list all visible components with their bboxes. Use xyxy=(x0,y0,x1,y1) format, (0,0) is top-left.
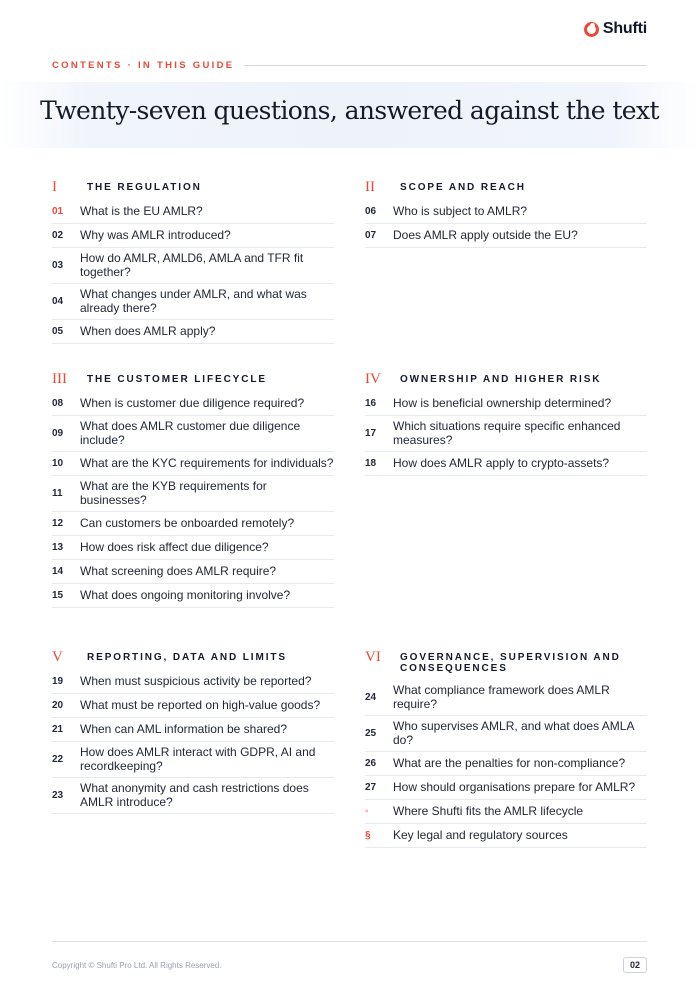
kicker-label: CONTENTS · IN THIS GUIDE xyxy=(52,60,235,71)
item-number: 20 xyxy=(52,699,64,711)
brand-name: Shufti xyxy=(602,20,647,37)
toc-item[interactable] xyxy=(52,778,334,814)
item-number: 12 xyxy=(52,517,64,529)
toc-item[interactable] xyxy=(52,536,334,560)
toc-item[interactable] xyxy=(52,392,334,416)
item-label: When is customer due diligence required? xyxy=(80,396,305,410)
section-header xyxy=(52,180,334,194)
item-number: 14 xyxy=(52,565,64,577)
brand-logo xyxy=(584,20,647,38)
copyright-text: Copyright © Shufti Pro Ltd. All Rights Reserved. xyxy=(52,961,222,970)
item-number: 15 xyxy=(52,589,64,601)
toc-item[interactable] xyxy=(365,824,647,848)
item-label: What changes under AMLR, and what was already there? xyxy=(80,287,307,315)
item-number: 26 xyxy=(365,757,377,769)
item-label: Can customers be onboarded remotely? xyxy=(80,516,295,530)
shufti-logo-icon xyxy=(584,22,599,37)
item-number: 25 xyxy=(365,727,377,739)
section-header xyxy=(52,372,334,386)
kicker-divider xyxy=(244,65,647,66)
item-label: Who supervises AMLR, and what does AMLA do? xyxy=(393,719,634,747)
item-number: 02 xyxy=(52,229,64,241)
section-sign-icon: § xyxy=(365,829,371,841)
item-number: 07 xyxy=(365,229,377,241)
page-number: 02 xyxy=(623,957,647,973)
section-reporting xyxy=(52,650,334,814)
item-label: How is beneficial ownership determined? xyxy=(393,396,612,410)
item-number: 09 xyxy=(52,427,64,439)
item-number: 18 xyxy=(365,457,377,469)
section-scope xyxy=(365,180,647,248)
item-label: When does AMLR apply? xyxy=(80,324,216,338)
section-customer-lifecycle xyxy=(52,372,334,608)
toc-item[interactable] xyxy=(52,320,334,344)
item-label: What does ongoing monitoring involve? xyxy=(80,588,291,602)
item-label: How does risk affect due diligence? xyxy=(80,540,269,554)
section-numeral: V xyxy=(52,649,63,665)
item-label: Where Shufti fits the AMLR lifecycle xyxy=(393,804,584,818)
item-label: What does AMLR customer due diligence include? xyxy=(80,419,301,447)
toc-item[interactable] xyxy=(365,776,647,800)
section-ownership xyxy=(365,372,647,476)
item-label: What are the KYB requirements for businesses? xyxy=(80,479,267,507)
item-number: 24 xyxy=(365,691,377,703)
item-number: 27 xyxy=(365,781,377,793)
item-label: How does AMLR apply to crypto-assets? xyxy=(393,456,610,470)
section-header xyxy=(365,372,647,386)
item-label: Why was AMLR introduced? xyxy=(80,228,231,242)
item-label: What are the penalties for non-compliance? xyxy=(393,756,626,770)
contents-kicker xyxy=(52,60,647,71)
toc-item[interactable] xyxy=(365,752,647,776)
item-number: 11 xyxy=(52,487,63,499)
item-label: What screening does AMLR require? xyxy=(80,564,277,578)
toc-item[interactable] xyxy=(52,560,334,584)
section-title: THE REGULATION xyxy=(87,182,202,193)
item-number: 23 xyxy=(52,789,64,801)
toc-item[interactable] xyxy=(365,716,647,752)
toc-item[interactable] xyxy=(365,800,647,824)
section-header xyxy=(365,180,647,194)
item-number: 08 xyxy=(52,397,64,409)
item-label: Which situations require specific enhanced measures? xyxy=(393,419,621,447)
page-title: Twenty-seven questions, answered against the text xyxy=(40,96,659,125)
section-title: OWNERSHIP AND HIGHER RISK xyxy=(400,374,602,385)
item-label: What compliance framework does AMLR require? xyxy=(393,683,610,711)
toc-item[interactable] xyxy=(52,694,334,718)
toc-item[interactable] xyxy=(52,476,334,512)
section-numeral: II xyxy=(365,179,375,195)
item-label: What must be reported on high-value goods? xyxy=(80,698,321,712)
item-label: How does AMLR interact with GDPR, AI and recordkeeping? xyxy=(80,745,316,773)
item-number: 22 xyxy=(52,753,64,765)
section-title: GOVERNANCE, SUPERVISION AND CONSEQUENCES xyxy=(400,652,621,674)
footer-divider xyxy=(52,941,647,942)
toc-item[interactable] xyxy=(365,680,647,716)
toc-item[interactable] xyxy=(52,742,334,778)
toc-item[interactable] xyxy=(52,416,334,452)
item-label: When must suspicious activity be reported? xyxy=(80,674,312,688)
section-numeral: III xyxy=(52,371,67,387)
item-label: Who is subject to AMLR? xyxy=(393,204,528,218)
item-number: 05 xyxy=(52,325,64,337)
item-number: 21 xyxy=(52,723,64,735)
item-number: 16 xyxy=(365,397,377,409)
toc-item[interactable] xyxy=(52,224,334,248)
section-regulation xyxy=(52,180,334,344)
toc-item[interactable] xyxy=(52,452,334,476)
toc-item[interactable] xyxy=(52,200,334,224)
toc-item[interactable] xyxy=(365,392,647,416)
item-label: When can AML information be shared? xyxy=(80,722,288,736)
toc-item[interactable] xyxy=(365,452,647,476)
bullet-icon: ◦ xyxy=(365,805,369,817)
section-header xyxy=(52,650,334,664)
item-label: What are the KYC requirements for individuals? xyxy=(80,456,334,470)
item-number: 13 xyxy=(52,541,64,553)
toc-item[interactable] xyxy=(52,512,334,536)
item-number: 03 xyxy=(52,259,64,271)
toc-item[interactable] xyxy=(52,248,334,284)
item-number: 01 xyxy=(52,205,64,217)
section-title: SCOPE AND REACH xyxy=(400,182,526,193)
toc-item[interactable] xyxy=(365,200,647,224)
toc-item[interactable] xyxy=(52,670,334,694)
section-numeral: I xyxy=(52,179,57,195)
item-label: How do AMLR, AMLD6, AMLA and TFR fit together? xyxy=(80,251,304,279)
item-label: What anonymity and cash restrictions does AMLR introduce? xyxy=(80,781,309,809)
section-header xyxy=(365,650,647,674)
item-number: 10 xyxy=(52,457,64,469)
item-label: What is the EU AMLR? xyxy=(80,204,203,218)
item-number: 17 xyxy=(365,427,377,439)
section-title: THE CUSTOMER LIFECYCLE xyxy=(87,374,267,385)
toc-item[interactable] xyxy=(52,284,334,320)
section-governance xyxy=(365,650,647,848)
item-number: 06 xyxy=(365,205,377,217)
section-numeral: IV xyxy=(365,371,381,387)
toc-item[interactable] xyxy=(52,718,334,742)
item-label: How should organisations prepare for AMLR? xyxy=(393,780,636,794)
section-title: REPORTING, DATA AND LIMITS xyxy=(87,652,287,663)
section-numeral: VI xyxy=(365,649,381,665)
item-label: Does AMLR apply outside the EU? xyxy=(393,228,578,242)
item-number: 04 xyxy=(52,295,64,307)
toc-item[interactable] xyxy=(52,584,334,608)
toc-item[interactable] xyxy=(365,416,647,452)
item-number: 19 xyxy=(52,675,64,687)
toc-item[interactable] xyxy=(365,224,647,248)
item-label: Key legal and regulatory sources xyxy=(393,828,568,842)
